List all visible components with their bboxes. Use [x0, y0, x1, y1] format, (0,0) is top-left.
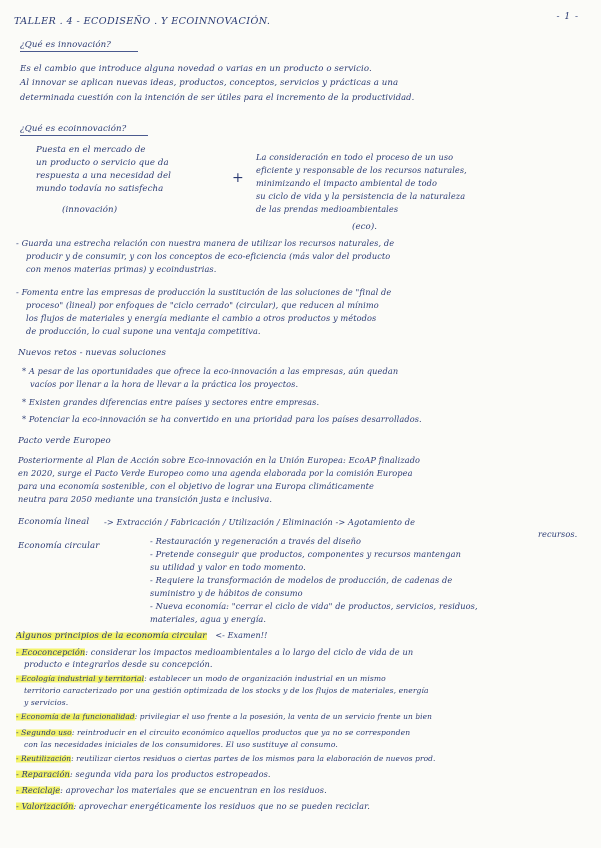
- principio-term: - Ecoconcepción: [16, 647, 86, 657]
- principio-text: : reintroducir en el circuito económico aquellos productos que ya no se corresponden: [71, 728, 411, 737]
- ecoinnovacion-left-line: mundo todavía no satisfecha: [36, 184, 164, 194]
- paragraph-line: los flujos de materiales y energía mediante el cambio a otros productos y métodos: [26, 313, 377, 323]
- retos-item: * Existen grandes diferencias entre países y sectores entre empresas.: [22, 397, 320, 407]
- economia-lineal-end: recursos.: [538, 529, 578, 539]
- principio-text: y servicios.: [24, 698, 69, 707]
- economia-circular-item: - Pretende conseguir que productos, componentes y recursos mantengan: [150, 549, 461, 559]
- pacto-line: en 2020, surge el Pacto Verde Europeo como una agenda elaborada por la comisión Europea: [18, 468, 413, 478]
- principio-item: [16, 647, 413, 658]
- paragraph-line: producir y de consumir, y con los conceptos de eco-eficiencia (más valor del producto: [26, 251, 391, 261]
- economia-circular-label: Economía circular: [18, 541, 100, 551]
- principio-item: [16, 727, 410, 738]
- principio-text: : establecer un modo de organización industrial en un mismo: [144, 674, 386, 683]
- principio-item: [16, 711, 432, 722]
- economia-circular-item: materiales, agua y energía.: [150, 614, 267, 624]
- principio-term: - Segundo uso: [16, 728, 72, 737]
- economia-circular-item: su utilidad y valor en todo momento.: [150, 562, 306, 572]
- principios-title: Algunos principios de la economía circular: [16, 631, 207, 641]
- ecoinnovacion-left-label: (innovación): [62, 205, 118, 215]
- ecoinnovacion-right-label: (eco).: [352, 222, 378, 232]
- ecoinnovacion-left-line: un producto o servicio que da: [36, 158, 169, 168]
- principio-text: : segunda vida para los productos estropeados.: [69, 769, 271, 779]
- economia-lineal-label: Economía lineal: [18, 517, 90, 527]
- principio-item: [16, 673, 386, 684]
- paragraph-line: - Guarda una estrecha relación con nuestra manera de utilizar los recursos naturales, de: [16, 238, 395, 248]
- exam-note: <- Examen!!: [215, 631, 268, 640]
- paragraph-line: proceso" (lineal) por enfoques de "ciclo cerrado" (circular), que reducen al mínimo: [26, 300, 379, 310]
- pacto-line: para una economía sostenible, con el objetivo de lograr una Europa climáticamente: [18, 481, 374, 491]
- ecoinnovacion-right-line: su ciclo de vida y la persistencia de la naturaleza: [256, 191, 466, 201]
- principios-title-wrap: [16, 630, 267, 642]
- ecoinnovacion-left-line: Puesta en el mercado de: [36, 145, 146, 155]
- principio-text: : aprovechar los materiales que se encuentran en los residuos.: [60, 785, 327, 795]
- ecoinnovacion-right-line: eficiente y responsable de los recursos naturales,: [256, 165, 467, 175]
- principio-text: : considerar los impactos medioambientales a lo largo del ciclo de vida de un: [85, 647, 414, 657]
- economia-circular-item: - Restauración y regeneración a través del diseño: [150, 536, 361, 546]
- retos-item: vacíos por llenar a la hora de llevar a la práctica los proyectos.: [30, 379, 299, 389]
- underline: [20, 135, 148, 136]
- principio-term: - Reparación: [16, 769, 70, 779]
- principio-term: - Reutilización: [16, 754, 72, 763]
- paragraph-line: - Fomenta entre las empresas de producción la sustitución de las soluciones de "final de: [16, 287, 392, 297]
- principio-item: [16, 801, 370, 812]
- innovacion-line: determinada cuestión con la intención de ser útiles para el incremento de la productividad.: [20, 92, 415, 102]
- ecoinnovacion-right-line: La consideración en todo el proceso de un uso: [256, 152, 454, 162]
- retos-title: Nuevos retos - nuevas soluciones: [18, 348, 167, 358]
- plus-sign: +: [232, 170, 244, 186]
- retos-item: * A pesar de las oportunidades que ofrece la eco-innovación a las empresas, aún quedan: [22, 366, 399, 376]
- pacto-line: Posteriormente al Plan de Acción sobre Eco-innovación en la Unión Europea: EcoAP finalizado: [18, 455, 421, 465]
- principio-text: territorio caracterizado por una gestión optimizada de los stocks y de los flujos de materiales, energía: [24, 686, 429, 695]
- principio-item: [16, 785, 327, 796]
- principio-text: : reutilizar ciertos residuos o ciertas partes de los mismos para la elaboración de nuevos prod.: [71, 754, 436, 763]
- ecoinnovacion-right-line: de las prendas medioambientales: [256, 204, 399, 214]
- ecoinnovacion-left-line: respuesta a una necesidad del: [36, 171, 171, 181]
- page-number: - 1 -: [556, 12, 579, 22]
- principio-text: : privilegiar el uso frente a la posesión, la venta de un servicio frente un bien: [134, 712, 432, 721]
- innovacion-line: Es el cambio que introduce alguna novedad o varias en un producto o servicio.: [20, 64, 372, 74]
- retos-item: * Potenciar la eco-innovación se ha convertido en una prioridad para los países desarrollados.: [22, 414, 422, 424]
- economia-circular-item: suministro y de hábitos de consumo: [150, 588, 303, 598]
- principio-text: : aprovechar energéticamente los residuos que no se pueden reciclar.: [73, 801, 370, 811]
- principio-item: [16, 753, 435, 764]
- underline: [20, 51, 138, 52]
- economia-circular-item: - Requiere la transformación de modelos de producción, de cadenas de: [150, 575, 453, 585]
- economia-lineal-flow: -> Extracción / Fabricación / Utilización / Eliminación -> Agotamiento de: [104, 517, 416, 527]
- ecoinnovacion-question: ¿Qué es ecoinnovación?: [20, 124, 127, 134]
- principio-term: - Valorización: [16, 801, 74, 811]
- paragraph-line: con menos materias primas) y ecoindustrias.: [26, 264, 217, 274]
- principio-term: - Ecología industrial y territorial: [16, 674, 145, 683]
- innovacion-question: ¿Qué es innovación?: [20, 40, 111, 50]
- principio-item: [16, 769, 271, 780]
- pacto-title: Pacto verde Europeo: [18, 436, 111, 446]
- principio-text: producto e integrarlos desde su concepción.: [24, 659, 213, 669]
- ecoinnovacion-right-line: minimizando el impacto ambiental de todo: [256, 178, 437, 188]
- principio-term: - Reciclaje: [16, 785, 61, 795]
- principio-term: - Economía de la funcionalidad: [16, 712, 135, 721]
- principio-text: con las necesidades iniciales de los consumidores. El uso sustituye al consumo.: [24, 740, 338, 749]
- economia-circular-item: - Nueva economía: "cerrar el ciclo de vida" de productos, servicios, residuos,: [150, 601, 478, 611]
- innovacion-line: Al innovar se aplican nuevas ideas, productos, conceptos, servicios y prácticas a una: [20, 78, 399, 88]
- page-title: TALLER . 4 - ECODISEÑO . Y ECOINNOVACIÓN.: [14, 16, 271, 27]
- paragraph-line: de producción, lo cual supone una ventaja competitiva.: [26, 326, 261, 336]
- pacto-line: neutra para 2050 mediante una transición justa e inclusiva.: [18, 494, 273, 504]
